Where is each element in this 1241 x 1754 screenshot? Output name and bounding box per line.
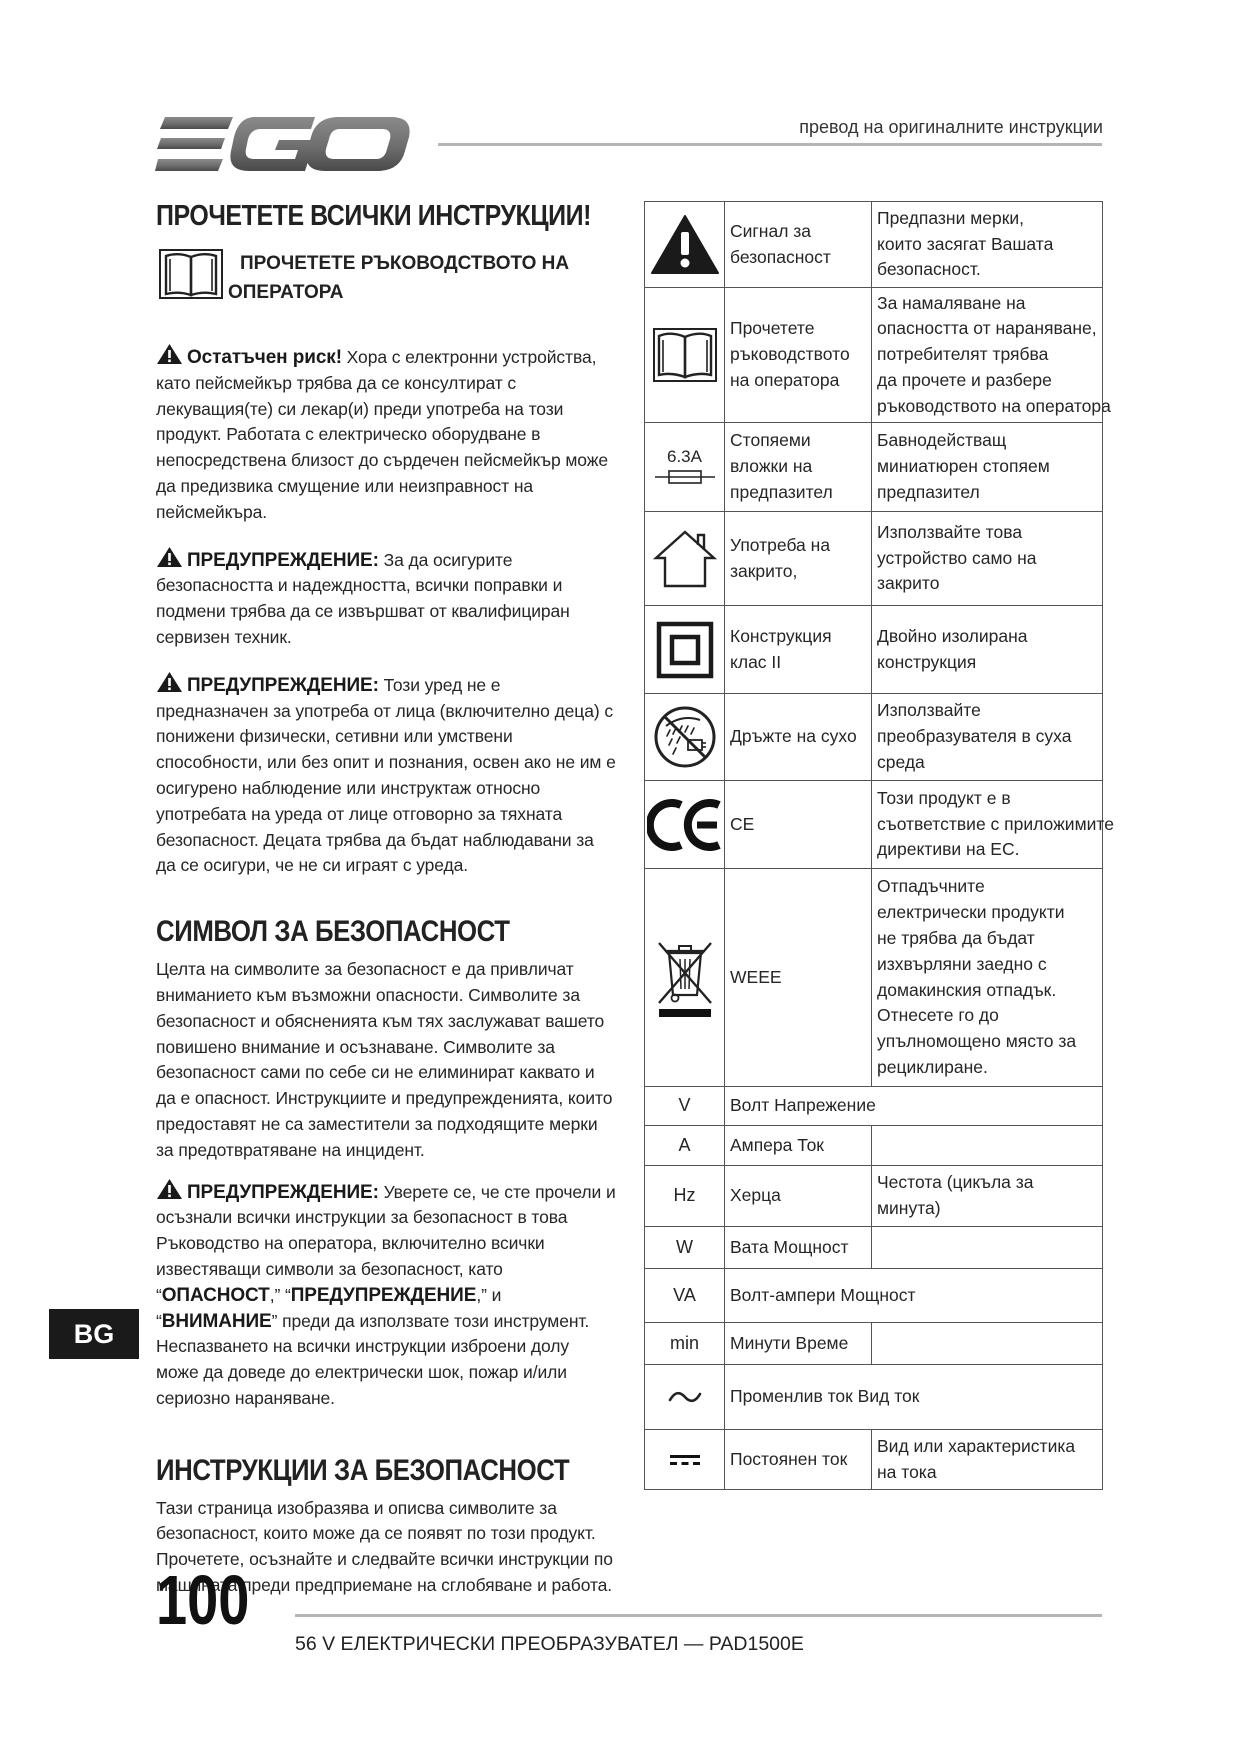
warning-text: ,” и “ (156, 1284, 502, 1331)
table-row-indoor-use (645, 512, 1103, 606)
symbol-name-cell (725, 512, 872, 606)
table-row-ampere (645, 1126, 1103, 1166)
symbol-desc: ръководството на оператора (877, 395, 1111, 416)
table-row-volt-ampere (645, 1269, 1103, 1323)
symbol-name-cell: Постоянен ток (725, 1430, 872, 1490)
fuse-rating-label: 6.3A (667, 447, 702, 466)
book-icon (652, 327, 718, 383)
direct-current-icon (668, 1452, 702, 1468)
symbol-name-cell: Волт-ампери Мощност (725, 1269, 872, 1323)
symbol-desc-cell (872, 1227, 1103, 1269)
symbol-desc: упълномощено място за (877, 1031, 1077, 1052)
table-row-hertz (645, 1166, 1103, 1227)
symbol-desc: които засягат Вашата (877, 233, 1054, 254)
table-row-keep-dry (645, 694, 1103, 781)
symbol-name-cell: Волт Напрежение (725, 1087, 872, 1126)
symbol-desc-cell (872, 1166, 1103, 1227)
symbol-name-cell (725, 288, 872, 423)
table-row-volt (645, 1087, 1103, 1126)
symbol-desc-cell (872, 694, 1103, 781)
warning-triangle-icon (156, 1178, 183, 1200)
safety-instructions-text: Тази страница изобразява и описва символите за безопасност, които може да се появят по този продукт. Прочетете, осъзнайте и следвайте всички инструкции по машината преди предприемане на сглобяване и работа. (156, 1497, 613, 1596)
symbol-desc-cell (872, 1430, 1103, 1490)
keyword-danger: ОПАСНОСТ (161, 1284, 270, 1306)
symbol-name: Сигнал за (730, 220, 812, 241)
symbol-name: Употреба на (730, 534, 831, 555)
symbol-desc: безопасност. (877, 259, 981, 280)
symbol-desc: конструкция (877, 651, 977, 672)
symbol-cell (645, 1430, 725, 1490)
fuse-icon (653, 467, 717, 487)
ampere-symbol: A (645, 1126, 725, 1166)
minute-symbol: min (645, 1323, 725, 1365)
page-number: 100 (156, 1561, 250, 1639)
table-row-read-manual (645, 288, 1103, 423)
symbol-desc: Двойно изолирана (877, 625, 1028, 646)
crossed-bin-icon (653, 935, 717, 1021)
safety-symbol-title: СИМВОЛ ЗА БЕЗОПАСНОСТ (156, 915, 510, 949)
keep-dry-icon (652, 704, 718, 770)
read-manual-line2: ОПЕРАТОРА (228, 282, 344, 303)
warning-label: ПРЕДУПРЕЖДЕНИЕ: (187, 549, 379, 571)
symbol-name-cell (725, 202, 872, 288)
symbol-desc: миниатюрен стопяем (877, 456, 1050, 477)
left-column (156, 200, 616, 1599)
warning-paragraph-read-all (156, 1178, 616, 1412)
symbol-name: WEEE (730, 966, 782, 987)
read-manual-notice (156, 247, 616, 307)
symbol-cell (645, 1365, 725, 1430)
symbol-desc: опасността от нараняване, (877, 318, 1097, 339)
symbol-cell (645, 606, 725, 694)
symbol-cell (645, 869, 725, 1087)
symbol-name: закрито, (730, 560, 798, 581)
symbol-name: на оператора (730, 369, 840, 390)
house-icon (652, 528, 718, 590)
warning-text: ,” “ (269, 1284, 291, 1305)
warning-triangle-icon (156, 546, 183, 568)
residual-risk-text: Хора с електронни устройства, като пейсмейкър трябва да се консултират с лекуващия(те) си лекар(и) преди употреба на този продукт. Работата с електрическо оборудване в непосредствена близост до сърдечен пейсмейкър може да предизвика смущение или неизправност на пейсмейкъра. (156, 347, 608, 522)
warning-text: За да осигурите безопасността и надеждността, всички поправки и подмени трябва да се извършват от квалифициран сервизен техник. (156, 549, 570, 647)
symbol-cell (645, 781, 725, 869)
symbol-desc-cell (872, 288, 1111, 423)
symbol-name: Конструкция (730, 625, 832, 646)
table-row-fuse (645, 423, 1103, 512)
table-row-safety-alert (645, 202, 1103, 288)
symbol-desc: съответствие с приложимите (877, 813, 1114, 834)
alternating-current-icon (668, 1388, 702, 1406)
safety-symbols-table (644, 201, 1114, 1490)
table-row-minute (645, 1323, 1103, 1365)
symbol-name-cell (725, 781, 872, 869)
symbol-desc: минута) (877, 1198, 941, 1218)
warning-paragraph-service (156, 546, 616, 651)
symbol-name-cell: Херца (725, 1166, 872, 1227)
read-manual-line1: ПРОЧЕТЕТЕ РЪКОВОДСТВОТО НА (240, 253, 570, 274)
symbol-name: безопасност (730, 246, 831, 267)
symbol-desc: електрически продукти (877, 902, 1065, 923)
symbol-name: ръководството (730, 344, 850, 365)
symbol-desc: рециклиране. (877, 1056, 988, 1077)
double-square-icon (656, 621, 714, 679)
symbol-cell (645, 202, 725, 288)
symbol-desc: закрито (877, 573, 940, 594)
symbol-name: предпазител (730, 481, 833, 502)
header-rule (438, 143, 1102, 146)
symbol-desc: да прочете и разбере (877, 369, 1052, 390)
symbol-name: вложки на (730, 456, 813, 477)
table-row-alternating-current (645, 1365, 1103, 1430)
symbol-desc: преобразувателя в суха (877, 726, 1072, 747)
symbol-desc: потребителят трябва (877, 344, 1049, 365)
symbol-cell (645, 423, 725, 512)
symbol-name-cell (725, 423, 872, 512)
warning-text: ” преди да използвате този инструмент. Неспазването на всички инструкции изброени долу може да доведе до електрически шок, пожар и/или сериозно нараняване. (156, 1310, 590, 1408)
warning-triangle-icon (650, 214, 720, 276)
symbol-name-cell (725, 869, 872, 1087)
symbol-desc: устройство само на (877, 547, 1037, 568)
warning-triangle-icon (156, 671, 183, 693)
symbol-desc-cell (872, 606, 1103, 694)
residual-risk-paragraph (156, 343, 616, 526)
symbol-desc: не трябва да бъдат (877, 927, 1035, 948)
symbol-name: Стопяеми (730, 430, 811, 451)
symbol-desc: изхвърляни заедно с (877, 953, 1047, 974)
main-title: ПРОЧЕТЕТЕ ВСИЧКИ ИНСТРУКЦИИ! (156, 200, 591, 232)
table-row-watt (645, 1227, 1103, 1269)
language-tab: BG (49, 1309, 139, 1359)
warning-label: ПРЕДУПРЕЖДЕНИЕ: (187, 674, 379, 696)
table-row-direct-current (645, 1430, 1103, 1490)
keyword-caution: ВНИМАНИЕ (161, 1310, 272, 1332)
symbol-desc-cell (872, 512, 1103, 606)
symbol-desc: За намаляване на (877, 292, 1026, 313)
symbol-cell (645, 694, 725, 781)
table-row-ce (645, 781, 1103, 869)
residual-risk-label: Остатъчен риск! (187, 347, 342, 368)
symbol-name: Прочетете (730, 318, 815, 339)
symbol-name: Дръжте на сухо (730, 726, 857, 747)
warning-paragraph-persons (156, 671, 616, 879)
symbol-name: клас II (730, 651, 782, 672)
symbol-name-cell: Ампера Ток (725, 1126, 872, 1166)
symbol-cell (645, 512, 725, 606)
safety-instructions-title: ИНСТРУКЦИИ ЗА БЕЗОПАСНОСТ (156, 1453, 570, 1487)
symbol-desc-cell (872, 1323, 1103, 1365)
footer-text: 56 V ЕЛЕКТРИЧЕСКИ ПРЕОБРАЗУВАТЕЛ — PAD1500E (295, 1633, 804, 1655)
hertz-symbol: Hz (645, 1166, 725, 1227)
symbol-desc: на тока (877, 1461, 937, 1482)
volt-ampere-symbol: VA (645, 1269, 725, 1323)
symbol-desc-cell (872, 1126, 1103, 1166)
symbol-desc: Използвайте (877, 700, 981, 721)
symbol-desc: среда (877, 751, 925, 772)
symbol-desc: предпазител (877, 481, 980, 502)
symbol-desc: Вид или характеристика (877, 1435, 1076, 1456)
symbol-desc: Използвайте това (877, 521, 1023, 542)
warning-text: Този уред не е предназначен за употреба от лица (включително деца) с понижени физически, сетивни или умствени способности, или без опит и познания, освен ако не им е осигурено наблюдение или инструктаж относно употребата на уреда от лице отговорно за тяхната безопасност. Децата трябва да бъдат наблюдавани за да се осигури, че не си играят с уреда. (156, 674, 616, 876)
footer-rule (295, 1614, 1102, 1617)
volt-symbol: V (645, 1087, 725, 1126)
symbol-desc: домакинския отпадък. (877, 979, 1057, 1000)
symbol-cell (645, 288, 725, 423)
book-icon (156, 247, 232, 301)
symbol-name-cell: Променлив ток Вид ток (725, 1365, 872, 1430)
symbol-desc: Отнесете го до (877, 1005, 999, 1026)
symbol-name-cell: Вата Мощност (725, 1227, 872, 1269)
warning-label: ПРЕДУПРЕЖДЕНИЕ: (187, 1181, 379, 1203)
symbol-desc-cell (872, 423, 1103, 512)
table-row-class-ii (645, 606, 1103, 694)
ego-logo (155, 113, 410, 175)
keyword-warning: ПРЕДУПРЕЖДЕНИЕ (290, 1284, 477, 1306)
symbol-desc: Този продукт е в (877, 787, 1011, 808)
symbol-name-cell: Минути Време (725, 1323, 872, 1365)
symbol-desc-cell (872, 202, 1103, 288)
header-caption: превод на оригиналните инструкции (799, 117, 1103, 137)
warning-text: Уверете се, че сте прочели и осъзнали всички инструкции за безопасност в това Ръководство на оператора, включително всички известяващи символи за безопасност, като “ (156, 1181, 616, 1305)
watt-symbol: W (645, 1227, 725, 1269)
symbol-desc: Бавнодействащ (877, 430, 1007, 451)
symbol-name: CE (730, 813, 755, 834)
symbol-desc-cell (872, 869, 1103, 1087)
ce-mark-icon (647, 797, 723, 853)
symbol-desc-cell (872, 781, 1114, 869)
table-row-weee (645, 869, 1103, 1087)
symbol-desc-cell (872, 1087, 1103, 1126)
symbol-desc: Отпадъчните (877, 876, 985, 897)
safety-symbol-text: Целта на символите за безопасност е да привличат вниманието към възможни опасности. Символите за безопасност и обясненията към тях заслужават вашето повишено внимание и осъзнаване. Символите за безопасност сами по себе си не елиминират каквато и да е опасност. Инструкциите и предупрежденията, които предоставят не са заместители за подходящите мерки за предотвратяване на инцидент. (156, 959, 613, 1160)
symbol-desc: Честота (цикъла за (877, 1172, 1034, 1193)
warning-triangle-icon (156, 343, 183, 365)
symbol-desc: директиви на ЕС. (877, 839, 1020, 860)
symbol-name-cell (725, 606, 872, 694)
symbol-name-cell (725, 694, 872, 781)
symbol-desc: Предпазни мерки, (877, 207, 1024, 228)
